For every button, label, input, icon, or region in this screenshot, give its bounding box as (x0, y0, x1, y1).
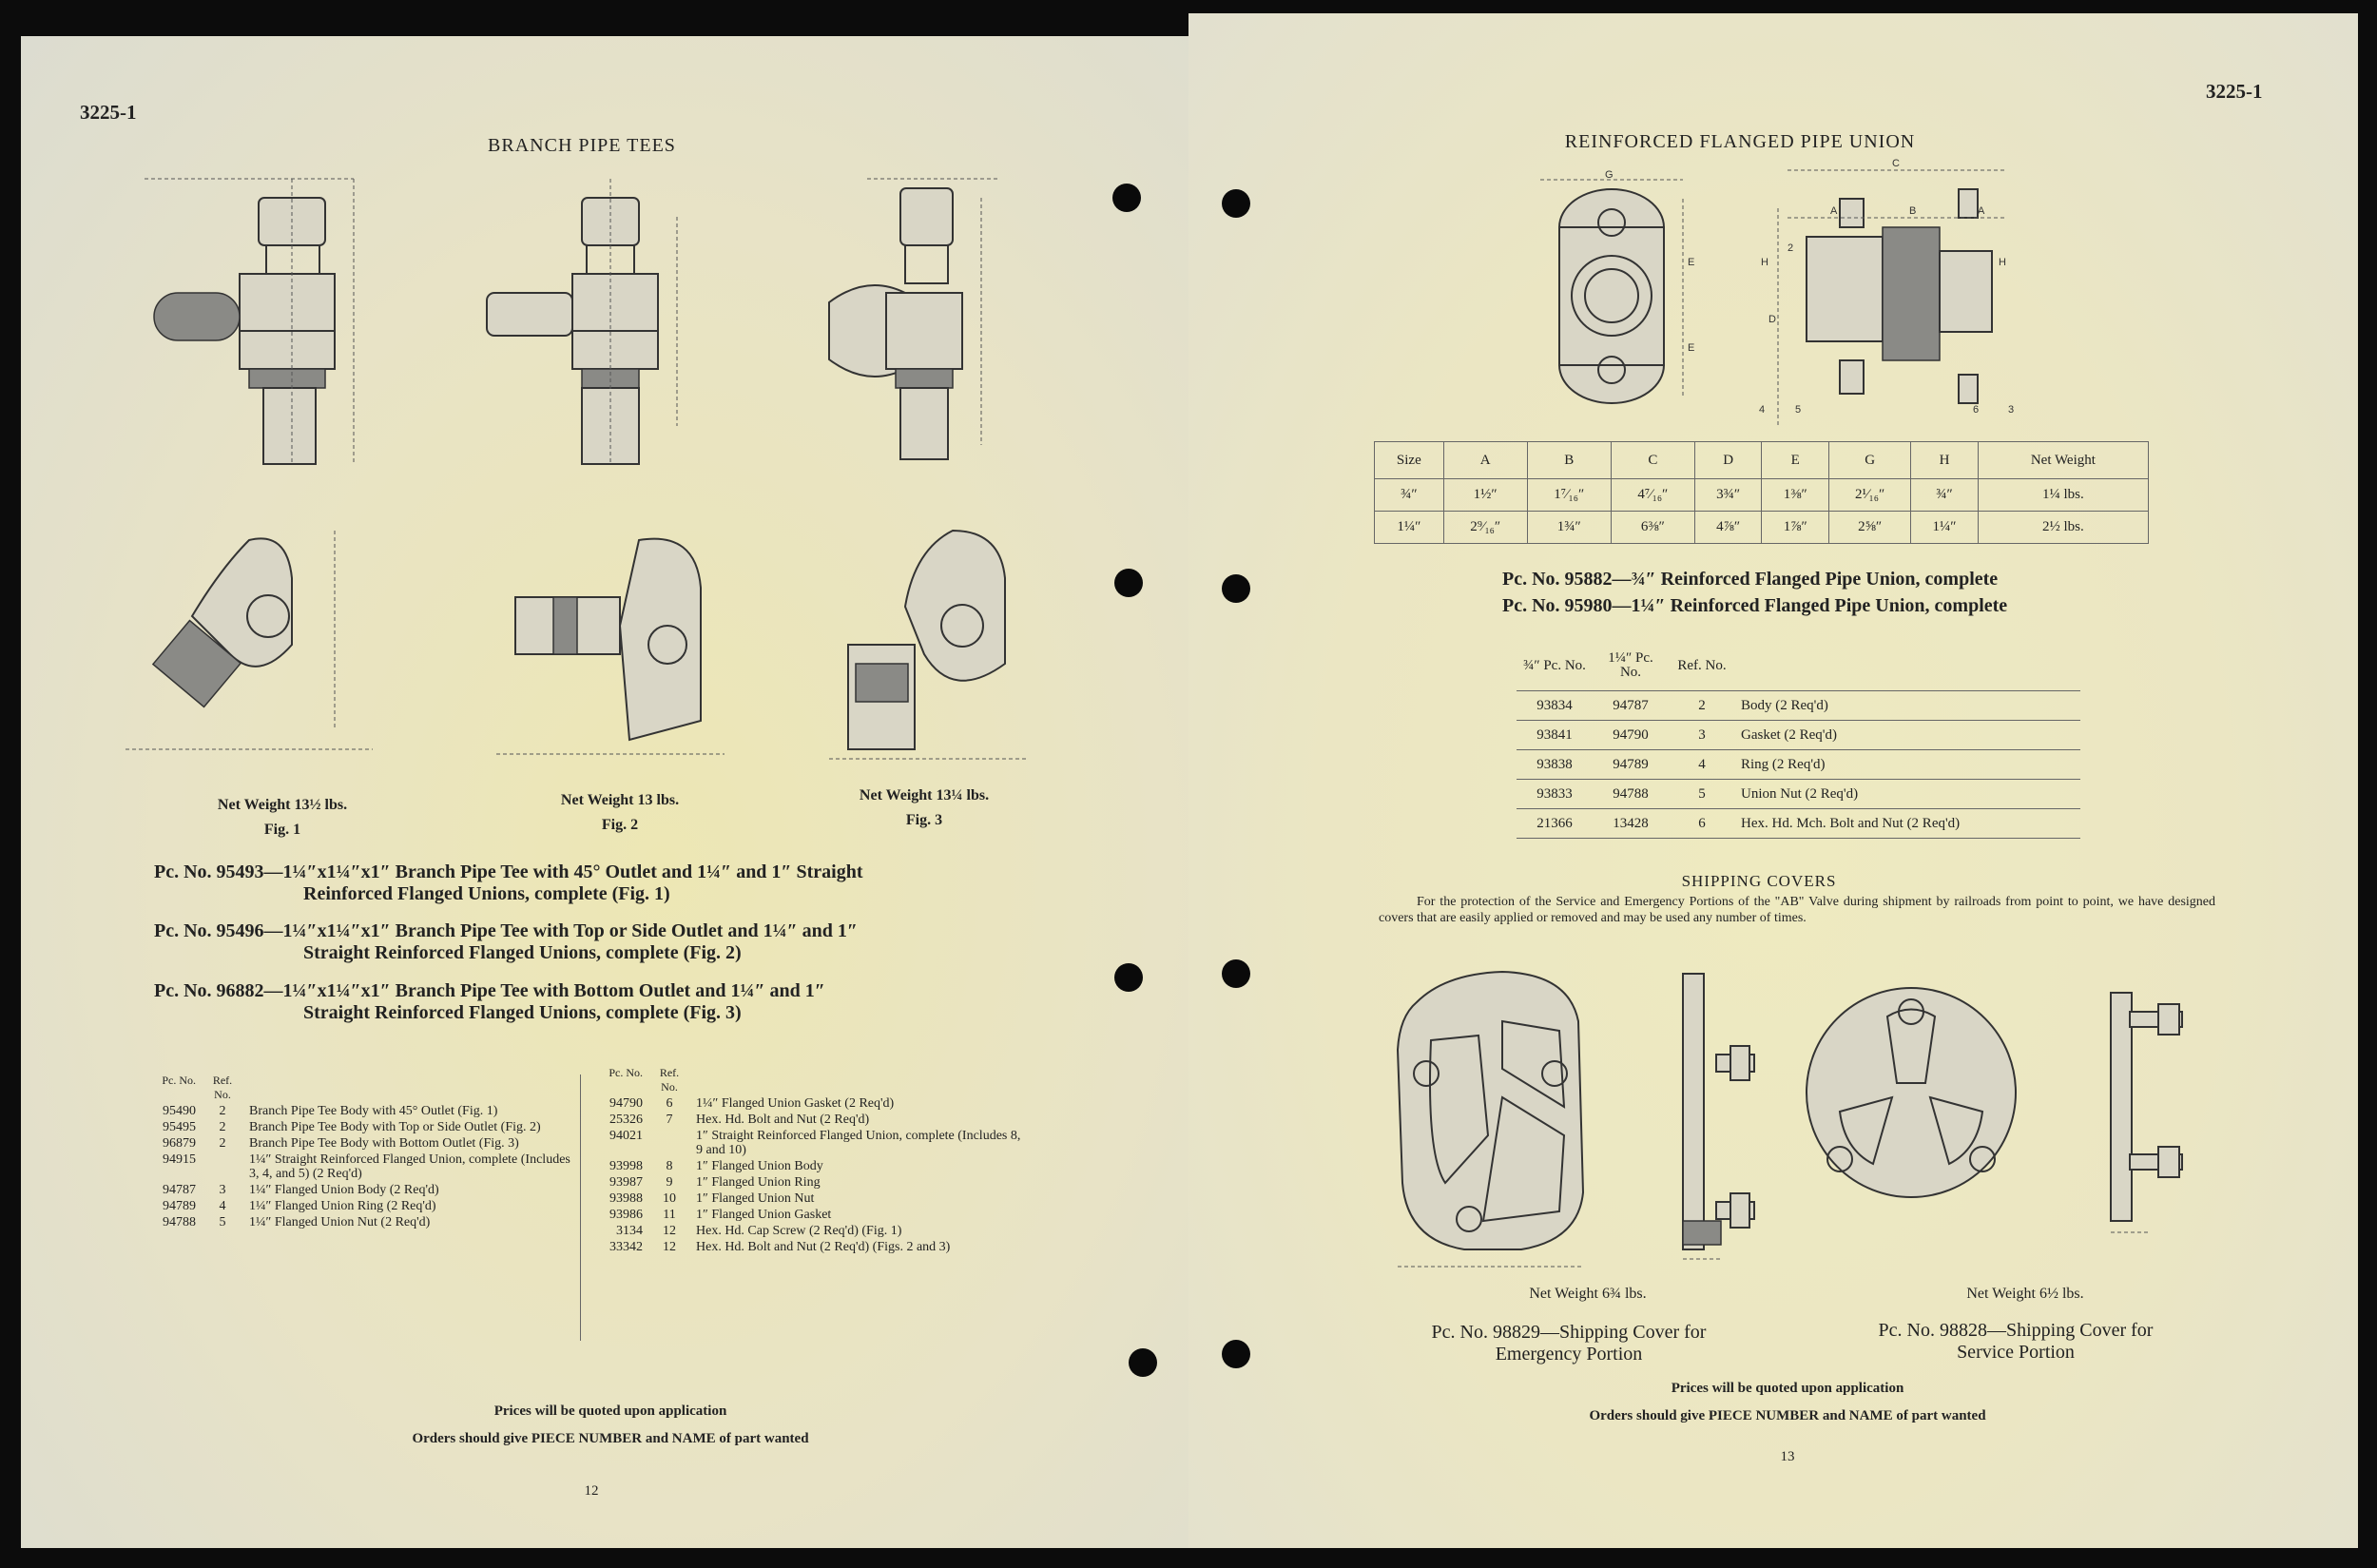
part-description: 1″ Straight Reinforced Flanged Union, complete (Includes 8, 9 and 10) (696, 1129, 1021, 1157)
svg-text:H: H (1999, 257, 2006, 268)
sheet-number: 3225-1 (80, 101, 137, 124)
part-ref-no: 9 (666, 1175, 673, 1190)
piece-description-line: Straight Reinforced Flanged Unions, complete (Fig. 2) (303, 942, 742, 963)
pc-no-header: Pc. No. (162, 1074, 196, 1087)
parts-list-row (591, 1112, 1029, 1128)
binder-hole (1114, 963, 1143, 992)
dimension-row (1375, 479, 2149, 512)
fig2-section-drawing (477, 512, 734, 778)
part-pc-no: 93987 (609, 1175, 643, 1190)
dimension-header-cell: Size (1375, 442, 1444, 479)
parts-list-row (591, 1158, 1029, 1174)
union-parts-row (1517, 750, 2080, 780)
union-parts-cell: 93838 (1517, 750, 1593, 780)
fig3-label: Fig. 3 (905, 812, 943, 828)
union-end-view-drawing (1540, 170, 1702, 427)
dimension-header-cell: A (1443, 442, 1527, 479)
part-description: Hex. Hd. Bolt and Nut (2 Req'd) (Figs. 2 and 3) (696, 1240, 951, 1254)
svg-text:E: E (1688, 257, 1695, 268)
shipping-covers-title: SHIPPING COVERS (1681, 872, 1837, 890)
binder-hole (1112, 184, 1141, 212)
part-ref-no: 3 (219, 1183, 226, 1197)
dimension-cell: 1⅜″ (1762, 479, 1829, 512)
part-ref-no: 5 (219, 1215, 226, 1229)
service-cover-piece (1826, 1320, 2206, 1364)
footer-line: Orders should give PIECE NUMBER and NAME of part wanted (1589, 1408, 1986, 1423)
svg-text:A: A (1830, 205, 1838, 217)
part-ref-no: 6 (666, 1096, 673, 1111)
dimension-cell: 1¼″ (1911, 512, 1979, 544)
union-parts-cell: 93833 (1517, 780, 1593, 809)
part-description: 1¼″ Flanged Union Body (2 Req'd) (249, 1183, 439, 1197)
binder-hole (1129, 1348, 1157, 1377)
union-parts-row (1517, 691, 2080, 721)
dimension-cell: 1½″ (1443, 479, 1527, 512)
part-description: Branch Pipe Tee Body with Bottom Outlet (Fig. 3) (249, 1136, 519, 1151)
dimension-header-cell: Net Weight (1978, 442, 2148, 479)
dimension-header-cell: B (1527, 442, 1611, 479)
part-pc-no: 94787 (163, 1183, 196, 1197)
page-title: BRANCH PIPE TEES (488, 135, 676, 156)
dimension-table-header (1375, 442, 2149, 479)
service-cover-side-drawing (2101, 983, 2206, 1240)
union-parts-cell: Body (2 Req'd) (1735, 691, 2080, 721)
part-pc-no: 95495 (163, 1120, 196, 1134)
part-pc-no: 94915 (163, 1152, 196, 1167)
emergency-cover-front-drawing (1388, 964, 1616, 1268)
parts-list-row (145, 1135, 582, 1152)
part-ref-no (200, 1152, 245, 1182)
service-cover-weight: Net Weight 6½ lbs. (1966, 1286, 2084, 1302)
union-parts-cell: 93841 (1517, 721, 1593, 750)
shipping-covers-text: For the protection of the Service and Emergency Portions of the "AB" Valve during shipment by railroads from point to point, we have designed covers that are easily applied or removed and may be used any number of times. (1379, 895, 2215, 925)
part-description: Branch Pipe Tee Body with Top or Side Outlet (Fig. 2) (249, 1120, 541, 1134)
parts-list-row (591, 1174, 1029, 1191)
parts-list-right (591, 1065, 1029, 1255)
binder-hole (1114, 569, 1143, 597)
fig2-top-drawing (487, 179, 734, 474)
union-parts-cell: 94789 (1593, 750, 1669, 780)
page-number: 13 (1780, 1449, 1795, 1464)
dimension-header-cell: E (1762, 442, 1829, 479)
union-parts-cell: 94788 (1593, 780, 1669, 809)
parts-divider (580, 1074, 581, 1341)
part-description: 1¼″ Flanged Union Nut (2 Req'd) (249, 1215, 431, 1229)
union-parts-row (1517, 721, 2080, 750)
svg-text:5: 5 (1795, 404, 1802, 416)
union-parts-cell: 13428 (1593, 809, 1669, 839)
part-pc-no: 94788 (163, 1215, 196, 1229)
part-ref-no: 12 (663, 1240, 676, 1254)
fig2-label: Fig. 2 (601, 817, 639, 833)
svg-text:2: 2 (1788, 242, 1794, 254)
part-pc-no: 33342 (609, 1240, 643, 1254)
dimension-cell: 4⅞″ (1694, 512, 1762, 544)
parts-list-row (145, 1198, 582, 1214)
svg-text:4: 4 (1759, 404, 1766, 416)
part-pc-no: 96879 (163, 1136, 196, 1151)
piece-description-line: Straight Reinforced Flanged Unions, complete (Fig. 3) (303, 1002, 742, 1023)
dimension-cell: 2⅝″ (1829, 512, 1911, 544)
footer-note (1407, 1375, 2168, 1430)
union-parts-header-cell: 1¼″ Pc. No. (1593, 641, 1669, 691)
union-piece-2: Pc. No. 95980—1¼″ Reinforced Flanged Pipe Union, complete (1502, 595, 2008, 616)
page-number: 12 (584, 1483, 599, 1499)
left-page (21, 36, 1188, 1548)
parts-list-row (591, 1128, 1029, 1158)
fig1-top-drawing (126, 179, 373, 474)
fig2-weight: Net Weight 13 lbs. (560, 792, 680, 808)
union-piece-1: Pc. No. 95882—¾″ Reinforced Flanged Pipe Union, complete (1502, 569, 1999, 590)
parts-list-header (145, 1073, 582, 1103)
part-ref-no: 11 (663, 1208, 676, 1222)
dimension-cell: 1¼″ (1375, 512, 1444, 544)
emergency-cover-weight: Net Weight 6¾ lbs. (1529, 1286, 1647, 1302)
part-description: 1″ Flanged Union Ring (696, 1175, 821, 1190)
piece-description-3 (154, 980, 1067, 1024)
dimension-cell: 1⅞″ (1762, 512, 1829, 544)
part-ref-no: 2 (219, 1104, 226, 1118)
union-parts-row (1517, 780, 2080, 809)
union-parts-cell: 3 (1669, 721, 1735, 750)
ref-no-header: Ref. No. (212, 1074, 233, 1101)
parts-list-row (145, 1119, 582, 1135)
union-parts-cell: 6 (1669, 809, 1735, 839)
dimension-cell: 1¼ lbs. (1978, 479, 2148, 512)
binder-hole (1222, 959, 1250, 988)
parts-list-row (591, 1239, 1029, 1255)
parts-list-left (145, 1073, 582, 1230)
union-parts-cell: Ring (2 Req'd) (1735, 750, 2080, 780)
part-description: 1″ Flanged Union Body (696, 1159, 823, 1173)
piece-description-line: Pc. No. 95496—1¼″x1¼″x1″ Branch Pipe Tee with Top or Side Outlet and 1¼″ and 1″ (154, 920, 858, 941)
dimension-cell: ¾″ (1375, 479, 1444, 512)
binder-hole (1222, 189, 1250, 218)
union-parts-cell: Hex. Hd. Mch. Bolt and Nut (2 Req'd) (1735, 809, 2080, 839)
footer-line: Prices will be quoted upon application (493, 1403, 727, 1419)
dimension-table (1374, 441, 2149, 544)
part-pc-no: 93998 (609, 1159, 643, 1173)
part-pc-no: 94021 (609, 1129, 643, 1143)
piece-description-2 (154, 920, 1067, 964)
footer-line: Prices will be quoted upon application (1671, 1381, 1904, 1396)
page-title: REINFORCED FLANGED PIPE UNION (1564, 131, 1916, 152)
part-pc-no: 94790 (609, 1096, 643, 1111)
dimension-cell: 2½ lbs. (1978, 512, 2148, 544)
part-description: Hex. Hd. Cap Screw (2 Req'd) (Fig. 1) (696, 1224, 902, 1238)
union-parts-header-cell (1735, 641, 2080, 691)
dimension-cell: 1⁷⁄₁₆″ (1527, 479, 1611, 512)
dimension-cell: 1¾″ (1527, 512, 1611, 544)
union-parts-header (1517, 641, 2080, 691)
dimension-cell: 2⁹⁄₁₆″ (1443, 512, 1527, 544)
dimension-cell: 6⅜″ (1611, 512, 1694, 544)
piece-description-line: Pc. No. 95493—1¼″x1¼″x1″ Branch Pipe Tee with 45° Outlet and 1¼″ and 1″ Straight (154, 861, 863, 882)
svg-text:B: B (1909, 205, 1917, 217)
part-pc-no: 95490 (163, 1104, 196, 1118)
piece-description-line: Pc. No. 96882—1¼″x1¼″x1″ Branch Pipe Tee with Bottom Outlet and 1¼″ and 1″ (154, 980, 825, 1001)
cover-piece-line: Pc. No. 98828—Shipping Cover for (1878, 1320, 2154, 1341)
parts-list-row (591, 1207, 1029, 1223)
part-description: Branch Pipe Tee Body with 45° Outlet (Fig. 1) (249, 1104, 498, 1118)
part-description: 1¼″ Flanged Union Ring (2 Req'd) (249, 1199, 436, 1213)
dimension-cell: ¾″ (1911, 479, 1979, 512)
fig1-label: Fig. 1 (263, 822, 301, 838)
dimension-header-cell: G (1829, 442, 1911, 479)
fig3-top-drawing (810, 179, 1057, 474)
svg-text:A: A (1978, 205, 1985, 217)
union-parts-header-cell: Ref. No. (1669, 641, 1735, 691)
fig1-section-drawing (126, 512, 373, 778)
dimension-row (1375, 512, 2149, 544)
part-description: Hex. Hd. Bolt and Nut (2 Req'd) (696, 1113, 870, 1127)
part-pc-no: 94789 (163, 1199, 196, 1213)
dimension-header-cell: H (1911, 442, 1979, 479)
binder-hole (1222, 1340, 1250, 1368)
pc-no-header: Pc. No. (609, 1066, 643, 1079)
union-parts-cell: 21366 (1517, 809, 1593, 839)
footer-line: Orders should give PIECE NUMBER and NAME of part wanted (412, 1431, 809, 1446)
fig1-weight: Net Weight 13½ lbs. (217, 797, 348, 813)
fig3-section-drawing (810, 512, 1057, 778)
svg-text:D: D (1768, 314, 1776, 325)
part-description: 1¼″ Straight Reinforced Flanged Union, complete (Includes 3, 4, and 5) (2 Req'd) (249, 1152, 570, 1181)
union-parts-cell: 94790 (1593, 721, 1669, 750)
union-parts-header-cell: ¾″ Pc. No. (1517, 641, 1593, 691)
dimension-header-cell: C (1611, 442, 1694, 479)
union-parts-cell: Gasket (2 Req'd) (1735, 721, 2080, 750)
parts-list-row (591, 1223, 1029, 1239)
union-parts-cell: 2 (1669, 691, 1735, 721)
svg-text:6: 6 (1973, 404, 1980, 416)
parts-list-row (145, 1214, 582, 1230)
dimension-cell: 3¾″ (1694, 479, 1762, 512)
emergency-cover-side-drawing (1673, 964, 1778, 1268)
part-ref-no: 10 (663, 1191, 676, 1206)
union-parts-cell: 4 (1669, 750, 1735, 780)
right-page (1188, 13, 2358, 1548)
part-ref-no: 2 (219, 1120, 226, 1134)
union-parts-cell: 94787 (1593, 691, 1669, 721)
part-pc-no: 93986 (609, 1208, 643, 1222)
parts-list-row (145, 1103, 582, 1119)
union-parts-table (1517, 641, 2080, 839)
piece-description-1 (154, 861, 1067, 905)
part-description: 1″ Flanged Union Gasket (696, 1208, 832, 1222)
svg-text:G: G (1605, 169, 1614, 181)
piece-description-line: Reinforced Flanged Unions, complete (Fig. 1) (303, 883, 670, 904)
union-parts-cell: 5 (1669, 780, 1735, 809)
parts-list-row (145, 1182, 582, 1198)
union-parts-cell: Union Nut (2 Req'd) (1735, 780, 2080, 809)
svg-text:C: C (1892, 158, 1900, 169)
ref-no-header: Ref. No. (659, 1066, 680, 1094)
part-ref-no: 2 (219, 1136, 226, 1151)
fig3-weight: Net Weight 13¼ lbs. (859, 787, 990, 803)
emergency-cover-piece (1379, 1322, 1759, 1365)
union-parts-cell: 93834 (1517, 691, 1593, 721)
binder-hole (1222, 574, 1250, 603)
dimension-cell: 2¹⁄₁₆″ (1829, 479, 1911, 512)
cover-piece-line: Service Portion (1957, 1342, 2075, 1363)
sheet-number: 3225-1 (2206, 80, 2263, 103)
footer-note (249, 1398, 972, 1453)
cover-piece-line: Emergency Portion (1495, 1344, 1643, 1365)
part-description: 1¼″ Flanged Union Gasket (2 Req'd) (696, 1096, 895, 1111)
dimension-header-cell: D (1694, 442, 1762, 479)
part-ref-no: 8 (666, 1159, 673, 1173)
parts-list-row (145, 1152, 582, 1182)
svg-text:3: 3 (2008, 404, 2015, 416)
service-cover-front-drawing (1802, 978, 2030, 1216)
parts-list-row (591, 1191, 1029, 1207)
part-ref-no: 4 (219, 1199, 226, 1213)
svg-text:H: H (1761, 257, 1768, 268)
union-section-drawing (1749, 158, 2016, 436)
cover-piece-line: Pc. No. 98829—Shipping Cover for (1431, 1322, 1707, 1343)
part-ref-no: 12 (663, 1224, 676, 1238)
parts-list-row (591, 1095, 1029, 1112)
dimension-cell: 4⁷⁄₁₆″ (1611, 479, 1694, 512)
union-parts-row (1517, 809, 2080, 839)
part-ref-no (647, 1128, 692, 1158)
part-description: 1″ Flanged Union Nut (696, 1191, 815, 1206)
part-pc-no: 25326 (609, 1113, 643, 1127)
part-ref-no: 7 (666, 1113, 673, 1127)
svg-text:E: E (1688, 342, 1695, 354)
part-pc-no: 93988 (609, 1191, 643, 1206)
parts-list-header (591, 1065, 1029, 1095)
part-pc-no: 3134 (616, 1224, 643, 1238)
